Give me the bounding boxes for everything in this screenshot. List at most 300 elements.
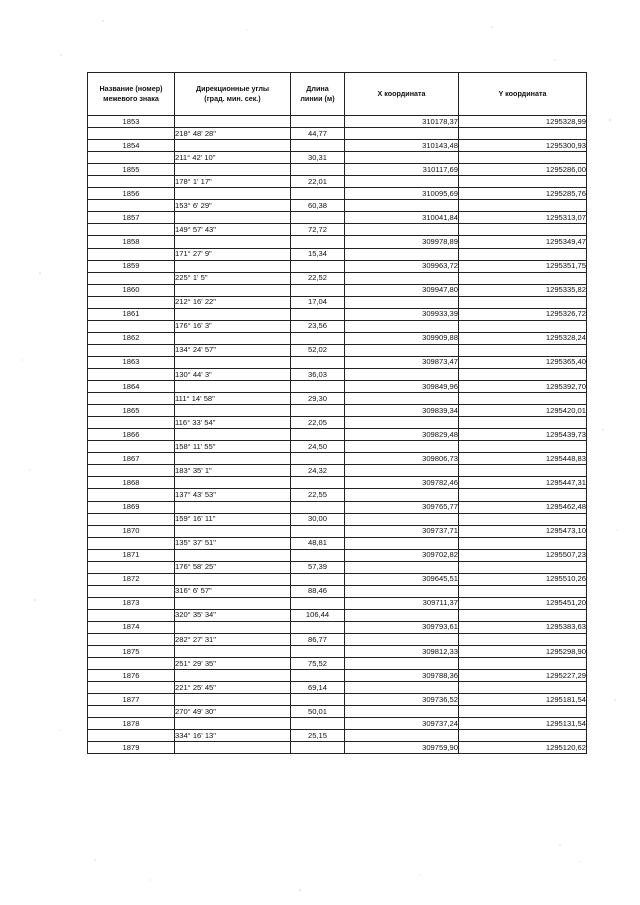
point-row bbox=[88, 597, 587, 609]
y-coordinate-cell: 1295227,29 bbox=[459, 670, 587, 682]
point-name-cell: 1874 bbox=[88, 621, 175, 633]
empty-cell bbox=[291, 453, 345, 465]
direction-angle-cell: 211° 42' 10" bbox=[175, 152, 291, 164]
line-length-cell: 36,03 bbox=[291, 368, 345, 380]
direction-angle-cell: 111° 14' 58" bbox=[175, 393, 291, 405]
line-length-cell: 22,05 bbox=[291, 417, 345, 429]
line-length-cell: 44,77 bbox=[291, 128, 345, 140]
segment-row bbox=[88, 561, 587, 573]
line-length-cell: 24,32 bbox=[291, 465, 345, 477]
empty-cell bbox=[459, 513, 587, 525]
header-direction-angle-line2: (град. мин. сек.) bbox=[204, 94, 261, 103]
x-coordinate-cell: 309829,48 bbox=[345, 429, 459, 441]
empty-cell bbox=[175, 453, 291, 465]
x-coordinate-cell: 310143,48 bbox=[345, 140, 459, 152]
header-x-coordinate: X координата bbox=[345, 73, 459, 116]
empty-cell bbox=[291, 718, 345, 730]
empty-cell bbox=[291, 356, 345, 368]
empty-cell bbox=[345, 272, 459, 284]
empty-cell bbox=[345, 441, 459, 453]
empty-cell bbox=[345, 224, 459, 236]
direction-angle-cell: 149° 57' 43" bbox=[175, 224, 291, 236]
point-name-cell: 1865 bbox=[88, 405, 175, 417]
empty-cell bbox=[291, 670, 345, 682]
empty-cell bbox=[345, 344, 459, 356]
segment-row bbox=[88, 609, 587, 621]
empty-cell bbox=[175, 381, 291, 393]
point-name-cell: 1863 bbox=[88, 356, 175, 368]
empty-cell bbox=[345, 561, 459, 573]
point-row bbox=[88, 356, 587, 368]
direction-angle-cell: 225° 1' 5" bbox=[175, 272, 291, 284]
point-name-cell: 1872 bbox=[88, 573, 175, 585]
point-name-cell: 1877 bbox=[88, 694, 175, 706]
y-coordinate-cell: 1295286,00 bbox=[459, 164, 587, 176]
header-direction-angle bbox=[175, 73, 291, 116]
segment-row bbox=[88, 393, 587, 405]
empty-cell bbox=[88, 176, 175, 188]
empty-cell bbox=[291, 260, 345, 272]
empty-cell bbox=[291, 573, 345, 585]
header-line-length-line1: Длина bbox=[306, 84, 329, 93]
empty-cell bbox=[345, 513, 459, 525]
empty-cell bbox=[345, 128, 459, 140]
point-row bbox=[88, 236, 587, 248]
direction-angle-cell: 159° 16' 11" bbox=[175, 513, 291, 525]
empty-cell bbox=[459, 393, 587, 405]
direction-angle-cell: 316° 6' 57" bbox=[175, 585, 291, 597]
segment-row bbox=[88, 417, 587, 429]
empty-cell bbox=[345, 368, 459, 380]
empty-cell bbox=[459, 152, 587, 164]
empty-cell bbox=[175, 116, 291, 128]
x-coordinate-cell: 309759,90 bbox=[345, 742, 459, 754]
empty-cell bbox=[291, 621, 345, 633]
x-coordinate-cell: 309978,89 bbox=[345, 236, 459, 248]
empty-cell bbox=[345, 320, 459, 332]
empty-cell bbox=[175, 188, 291, 200]
line-length-cell: 57,39 bbox=[291, 561, 345, 573]
empty-cell bbox=[291, 742, 345, 754]
empty-cell bbox=[175, 356, 291, 368]
line-length-cell: 29,30 bbox=[291, 393, 345, 405]
y-coordinate-cell: 1295335,82 bbox=[459, 284, 587, 296]
point-row bbox=[88, 646, 587, 658]
direction-angle-cell: 153° 6' 29" bbox=[175, 200, 291, 212]
empty-cell bbox=[459, 176, 587, 188]
direction-angle-cell: 137° 43' 53" bbox=[175, 489, 291, 501]
empty-cell bbox=[291, 381, 345, 393]
segment-row bbox=[88, 296, 587, 308]
point-row bbox=[88, 670, 587, 682]
line-length-cell: 72,72 bbox=[291, 224, 345, 236]
empty-cell bbox=[459, 634, 587, 646]
direction-angle-cell: 176° 58' 25" bbox=[175, 561, 291, 573]
point-row bbox=[88, 164, 587, 176]
y-coordinate-cell: 1295351,75 bbox=[459, 260, 587, 272]
empty-cell bbox=[175, 694, 291, 706]
line-length-cell: 48,81 bbox=[291, 537, 345, 549]
x-coordinate-cell: 309963,72 bbox=[345, 260, 459, 272]
point-name-cell: 1870 bbox=[88, 525, 175, 537]
y-coordinate-cell: 1295131,54 bbox=[459, 718, 587, 730]
empty-cell bbox=[175, 718, 291, 730]
empty-cell bbox=[291, 501, 345, 513]
line-length-cell: 52,02 bbox=[291, 344, 345, 356]
line-length-cell: 24,50 bbox=[291, 441, 345, 453]
empty-cell bbox=[88, 320, 175, 332]
y-coordinate-cell: 1295451,20 bbox=[459, 597, 587, 609]
point-name-cell: 1856 bbox=[88, 188, 175, 200]
x-coordinate-cell: 309947,80 bbox=[345, 284, 459, 296]
empty-cell bbox=[291, 332, 345, 344]
point-row bbox=[88, 694, 587, 706]
empty-cell bbox=[291, 405, 345, 417]
point-row bbox=[88, 308, 587, 320]
empty-cell bbox=[88, 248, 175, 260]
empty-cell bbox=[459, 296, 587, 308]
empty-cell bbox=[291, 116, 345, 128]
x-coordinate-cell: 309812,33 bbox=[345, 646, 459, 658]
y-coordinate-cell: 1295285,76 bbox=[459, 188, 587, 200]
point-name-cell: 1878 bbox=[88, 718, 175, 730]
x-coordinate-cell: 309737,71 bbox=[345, 525, 459, 537]
empty-cell bbox=[345, 682, 459, 694]
direction-angle-cell: 116° 33' 54" bbox=[175, 417, 291, 429]
empty-cell bbox=[175, 742, 291, 754]
point-row bbox=[88, 429, 587, 441]
empty-cell bbox=[345, 489, 459, 501]
point-row bbox=[88, 525, 587, 537]
empty-cell bbox=[88, 682, 175, 694]
point-name-cell: 1868 bbox=[88, 477, 175, 489]
direction-angle-cell: 183° 35' 1" bbox=[175, 465, 291, 477]
y-coordinate-cell: 1295420,01 bbox=[459, 405, 587, 417]
segment-row bbox=[88, 344, 587, 356]
x-coordinate-cell: 309793,61 bbox=[345, 621, 459, 633]
empty-cell bbox=[88, 417, 175, 429]
empty-cell bbox=[345, 152, 459, 164]
point-row bbox=[88, 742, 587, 754]
empty-cell bbox=[175, 573, 291, 585]
x-coordinate-cell: 310117,69 bbox=[345, 164, 459, 176]
x-coordinate-cell: 309711,37 bbox=[345, 597, 459, 609]
empty-cell bbox=[459, 128, 587, 140]
empty-cell bbox=[88, 224, 175, 236]
point-name-cell: 1873 bbox=[88, 597, 175, 609]
direction-angle-cell: 176° 16' 3" bbox=[175, 320, 291, 332]
empty-cell bbox=[459, 248, 587, 260]
direction-angle-cell: 130° 44' 3" bbox=[175, 368, 291, 380]
empty-cell bbox=[345, 706, 459, 718]
point-name-cell: 1855 bbox=[88, 164, 175, 176]
segment-row bbox=[88, 128, 587, 140]
segment-row bbox=[88, 682, 587, 694]
empty-cell bbox=[88, 658, 175, 670]
empty-cell bbox=[88, 393, 175, 405]
header-direction-angle-line1: Дирекционные углы bbox=[195, 84, 270, 93]
point-row bbox=[88, 188, 587, 200]
empty-cell bbox=[88, 200, 175, 212]
point-row bbox=[88, 549, 587, 561]
empty-cell bbox=[345, 200, 459, 212]
empty-cell bbox=[345, 658, 459, 670]
x-coordinate-cell: 309806,73 bbox=[345, 453, 459, 465]
empty-cell bbox=[345, 585, 459, 597]
empty-cell bbox=[291, 694, 345, 706]
direction-angle-cell: 135° 37' 51" bbox=[175, 537, 291, 549]
empty-cell bbox=[459, 489, 587, 501]
point-row bbox=[88, 116, 587, 128]
point-name-cell: 1869 bbox=[88, 501, 175, 513]
direction-angle-cell: 320° 35' 34" bbox=[175, 609, 291, 621]
empty-cell bbox=[88, 344, 175, 356]
empty-cell bbox=[88, 513, 175, 525]
empty-cell bbox=[459, 320, 587, 332]
x-coordinate-cell: 309788,36 bbox=[345, 670, 459, 682]
y-coordinate-cell: 1295383,63 bbox=[459, 621, 587, 633]
line-length-cell: 50,01 bbox=[291, 706, 345, 718]
empty-cell bbox=[459, 200, 587, 212]
segment-row bbox=[88, 489, 587, 501]
point-row bbox=[88, 477, 587, 489]
empty-cell bbox=[88, 634, 175, 646]
point-name-cell: 1875 bbox=[88, 646, 175, 658]
point-name-cell: 1854 bbox=[88, 140, 175, 152]
point-row bbox=[88, 332, 587, 344]
empty-cell bbox=[345, 393, 459, 405]
empty-cell bbox=[88, 537, 175, 549]
x-coordinate-cell: 309873,47 bbox=[345, 356, 459, 368]
point-name-cell: 1853 bbox=[88, 116, 175, 128]
point-name-cell: 1871 bbox=[88, 549, 175, 561]
empty-cell bbox=[175, 260, 291, 272]
empty-cell bbox=[175, 501, 291, 513]
segment-row bbox=[88, 272, 587, 284]
x-coordinate-cell: 310041,84 bbox=[345, 212, 459, 224]
direction-angle-cell: 158° 11' 55" bbox=[175, 441, 291, 453]
point-name-cell: 1864 bbox=[88, 381, 175, 393]
point-name-cell: 1860 bbox=[88, 284, 175, 296]
line-length-cell: 15,34 bbox=[291, 248, 345, 260]
line-length-cell: 69,14 bbox=[291, 682, 345, 694]
y-coordinate-cell: 1295510,26 bbox=[459, 573, 587, 585]
direction-angle-cell: 178° 1' 17" bbox=[175, 176, 291, 188]
empty-cell bbox=[345, 248, 459, 260]
point-name-cell: 1858 bbox=[88, 236, 175, 248]
empty-cell bbox=[459, 417, 587, 429]
empty-cell bbox=[345, 609, 459, 621]
header-point-name-line1: Название (номер) bbox=[99, 84, 163, 93]
x-coordinate-cell: 309737,24 bbox=[345, 718, 459, 730]
y-coordinate-cell: 1295313,07 bbox=[459, 212, 587, 224]
empty-cell bbox=[291, 308, 345, 320]
empty-cell bbox=[88, 368, 175, 380]
empty-cell bbox=[175, 670, 291, 682]
line-length-cell: 75,52 bbox=[291, 658, 345, 670]
empty-cell bbox=[459, 585, 587, 597]
segment-row bbox=[88, 730, 587, 742]
y-coordinate-cell: 1295328,24 bbox=[459, 332, 587, 344]
y-coordinate-cell: 1295120,62 bbox=[459, 742, 587, 754]
point-name-cell: 1879 bbox=[88, 742, 175, 754]
empty-cell bbox=[175, 332, 291, 344]
empty-cell bbox=[88, 465, 175, 477]
empty-cell bbox=[88, 272, 175, 284]
empty-cell bbox=[175, 164, 291, 176]
direction-angle-cell: 171° 27' 9" bbox=[175, 248, 291, 260]
empty-cell bbox=[459, 272, 587, 284]
point-row bbox=[88, 140, 587, 152]
line-length-cell: 60,38 bbox=[291, 200, 345, 212]
empty-cell bbox=[175, 621, 291, 633]
empty-cell bbox=[175, 284, 291, 296]
segment-row bbox=[88, 441, 587, 453]
segment-row bbox=[88, 706, 587, 718]
y-coordinate-cell: 1295328,99 bbox=[459, 116, 587, 128]
point-name-cell: 1862 bbox=[88, 332, 175, 344]
empty-cell bbox=[345, 417, 459, 429]
empty-cell bbox=[459, 706, 587, 718]
empty-cell bbox=[88, 489, 175, 501]
empty-cell bbox=[175, 549, 291, 561]
header-line-length-line2: линии (м) bbox=[300, 94, 335, 103]
x-coordinate-cell: 309909,88 bbox=[345, 332, 459, 344]
x-coordinate-cell: 309702,82 bbox=[345, 549, 459, 561]
y-coordinate-cell: 1295300,93 bbox=[459, 140, 587, 152]
empty-cell bbox=[88, 561, 175, 573]
empty-cell bbox=[88, 441, 175, 453]
empty-cell bbox=[175, 646, 291, 658]
empty-cell bbox=[459, 344, 587, 356]
line-length-cell: 88,46 bbox=[291, 585, 345, 597]
empty-cell bbox=[345, 465, 459, 477]
empty-cell bbox=[291, 477, 345, 489]
line-length-cell: 23,56 bbox=[291, 320, 345, 332]
empty-cell bbox=[459, 730, 587, 742]
point-name-cell: 1861 bbox=[88, 308, 175, 320]
empty-cell bbox=[459, 561, 587, 573]
empty-cell bbox=[175, 308, 291, 320]
point-name-cell: 1866 bbox=[88, 429, 175, 441]
empty-cell bbox=[291, 188, 345, 200]
point-row bbox=[88, 453, 587, 465]
empty-cell bbox=[175, 140, 291, 152]
x-coordinate-cell: 310178,37 bbox=[345, 116, 459, 128]
empty-cell bbox=[291, 549, 345, 561]
line-length-cell: 17,04 bbox=[291, 296, 345, 308]
header-line-length bbox=[291, 73, 345, 116]
segment-row bbox=[88, 465, 587, 477]
x-coordinate-cell: 309765,77 bbox=[345, 501, 459, 513]
segment-row bbox=[88, 320, 587, 332]
y-coordinate-cell: 1295298,90 bbox=[459, 646, 587, 658]
empty-cell bbox=[291, 597, 345, 609]
segment-row bbox=[88, 537, 587, 549]
segment-row bbox=[88, 200, 587, 212]
y-coordinate-cell: 1295448,83 bbox=[459, 453, 587, 465]
empty-cell bbox=[291, 284, 345, 296]
point-row bbox=[88, 260, 587, 272]
point-row bbox=[88, 405, 587, 417]
empty-cell bbox=[88, 128, 175, 140]
y-coordinate-cell: 1295462,48 bbox=[459, 501, 587, 513]
segment-row bbox=[88, 634, 587, 646]
segment-row bbox=[88, 585, 587, 597]
point-row bbox=[88, 501, 587, 513]
empty-cell bbox=[459, 537, 587, 549]
segment-row bbox=[88, 513, 587, 525]
segment-row bbox=[88, 248, 587, 260]
y-coordinate-cell: 1295326,72 bbox=[459, 308, 587, 320]
point-row bbox=[88, 573, 587, 585]
empty-cell bbox=[345, 537, 459, 549]
point-name-cell: 1867 bbox=[88, 453, 175, 465]
empty-cell bbox=[175, 429, 291, 441]
empty-cell bbox=[345, 296, 459, 308]
segment-row bbox=[88, 176, 587, 188]
boundary-coordinates-table bbox=[87, 72, 587, 754]
line-length-cell: 30,31 bbox=[291, 152, 345, 164]
direction-angle-cell: 221° 25' 45" bbox=[175, 682, 291, 694]
empty-cell bbox=[175, 597, 291, 609]
point-row bbox=[88, 212, 587, 224]
empty-cell bbox=[88, 152, 175, 164]
direction-angle-cell: 334° 16' 13" bbox=[175, 730, 291, 742]
table-header-row bbox=[88, 73, 587, 116]
point-row bbox=[88, 284, 587, 296]
empty-cell bbox=[345, 176, 459, 188]
line-length-cell: 22,01 bbox=[291, 176, 345, 188]
empty-cell bbox=[345, 634, 459, 646]
empty-cell bbox=[175, 236, 291, 248]
empty-cell bbox=[459, 224, 587, 236]
header-y-coordinate: Y координата bbox=[459, 73, 587, 116]
empty-cell bbox=[175, 212, 291, 224]
empty-cell bbox=[88, 706, 175, 718]
header-point-name-line2: межевого знака bbox=[103, 94, 159, 103]
empty-cell bbox=[88, 296, 175, 308]
point-name-cell: 1857 bbox=[88, 212, 175, 224]
empty-cell bbox=[459, 441, 587, 453]
x-coordinate-cell: 309933,39 bbox=[345, 308, 459, 320]
empty-cell bbox=[459, 682, 587, 694]
y-coordinate-cell: 1295473,10 bbox=[459, 525, 587, 537]
y-coordinate-cell: 1295392,70 bbox=[459, 381, 587, 393]
segment-row bbox=[88, 658, 587, 670]
x-coordinate-cell: 309839,34 bbox=[345, 405, 459, 417]
x-coordinate-cell: 309645,51 bbox=[345, 573, 459, 585]
y-coordinate-cell: 1295349,47 bbox=[459, 236, 587, 248]
empty-cell bbox=[291, 212, 345, 224]
direction-angle-cell: 212° 16' 22" bbox=[175, 296, 291, 308]
empty-cell bbox=[459, 658, 587, 670]
direction-angle-cell: 218° 48' 28" bbox=[175, 128, 291, 140]
empty-cell bbox=[175, 525, 291, 537]
y-coordinate-cell: 1295365,40 bbox=[459, 356, 587, 368]
empty-cell bbox=[88, 585, 175, 597]
empty-cell bbox=[291, 164, 345, 176]
empty-cell bbox=[291, 236, 345, 248]
point-name-cell: 1876 bbox=[88, 670, 175, 682]
line-length-cell: 106,44 bbox=[291, 609, 345, 621]
y-coordinate-cell: 1295447,31 bbox=[459, 477, 587, 489]
point-name-cell: 1859 bbox=[88, 260, 175, 272]
direction-angle-cell: 134° 24' 57" bbox=[175, 344, 291, 356]
x-coordinate-cell: 310095,69 bbox=[345, 188, 459, 200]
line-length-cell: 22,52 bbox=[291, 272, 345, 284]
direction-angle-cell: 270° 49' 30" bbox=[175, 706, 291, 718]
